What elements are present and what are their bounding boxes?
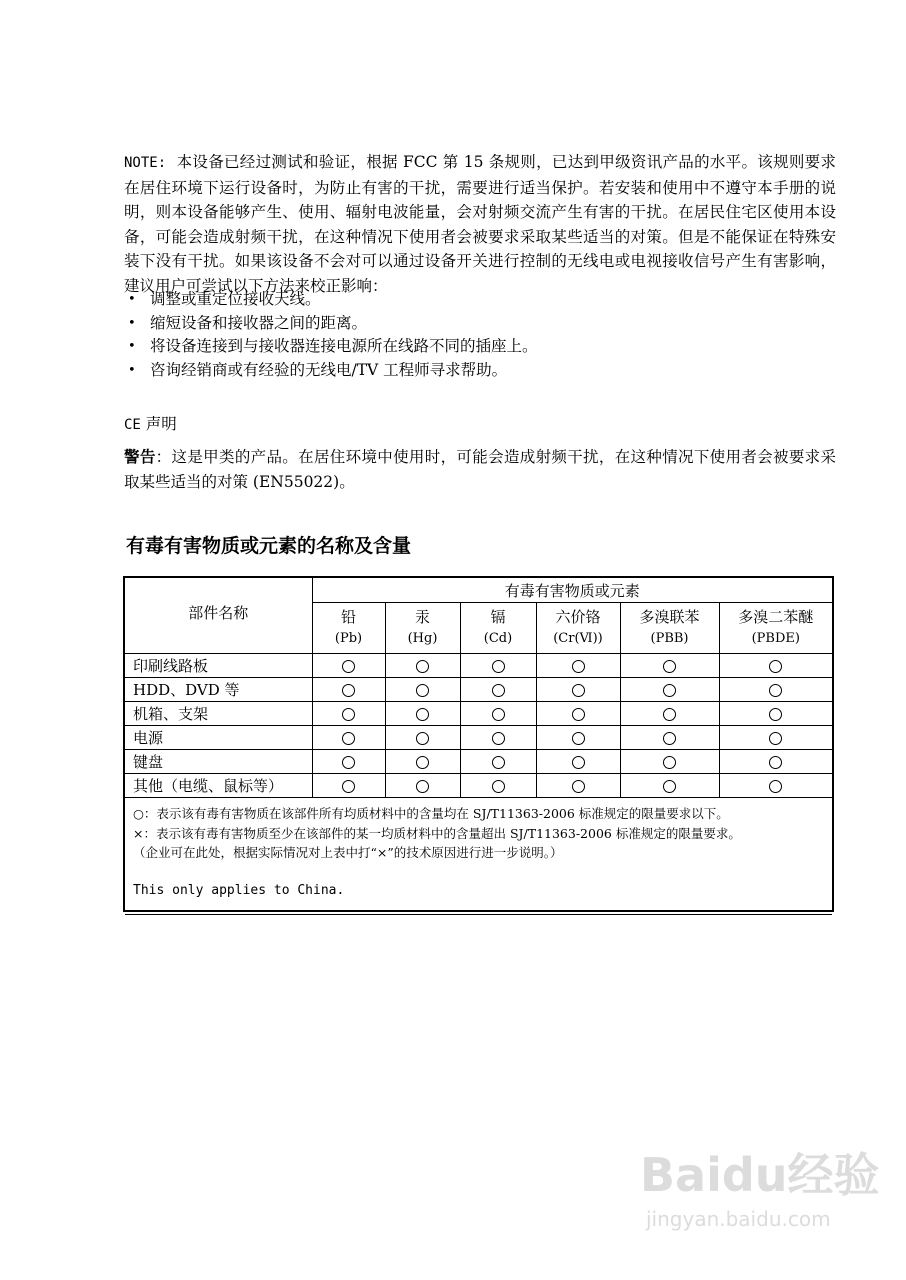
content-mark-cell	[620, 702, 719, 726]
circle-mark-icon	[663, 708, 676, 721]
content-mark-cell	[719, 774, 832, 798]
circle-mark-icon	[572, 732, 585, 745]
content-mark-cell	[312, 654, 385, 678]
table-row	[125, 750, 832, 774]
circle-mark-icon	[572, 756, 585, 769]
content-mark-cell	[312, 750, 385, 774]
part-name-cell: 其他（电缆、鼠标等）	[125, 774, 312, 798]
content-mark-cell	[312, 726, 385, 750]
content-mark-cell	[385, 750, 460, 774]
circle-mark-icon	[492, 708, 505, 721]
content-mark-cell	[719, 654, 832, 678]
ce-heading: CE 声明	[124, 415, 177, 433]
warning-text: ：这是甲类的产品。在居住环境中使用时，可能会造成射频干扰，在这种情况下使用者会被要求采取某些适当的对策 (EN55022)。	[124, 448, 836, 491]
element-header: 铅 (Pb)	[312, 603, 385, 654]
content-mark-cell	[719, 702, 832, 726]
china-only-note: This only applies to China.	[133, 882, 345, 898]
table-legend	[125, 798, 832, 915]
watermark-logo: Baidu经验	[640, 1148, 880, 1202]
circle-mark-icon	[769, 660, 782, 673]
note-lead: NOTE:	[124, 155, 167, 171]
hazard-table	[123, 576, 834, 912]
element-header: 多溴二苯醚 (PBDE)	[719, 603, 832, 654]
part-name-cell: HDD、DVD 等	[125, 678, 312, 702]
circle-mark-icon	[492, 732, 505, 745]
content-mark-cell	[460, 774, 536, 798]
circle-mark-icon	[342, 708, 355, 721]
list-item: • 调整或重定位接收天线。	[124, 288, 836, 312]
content-mark-cell	[620, 750, 719, 774]
watermark-url: jingyan.baidu.com	[646, 1207, 831, 1231]
part-name-cell: 键盘	[125, 750, 312, 774]
content-mark-cell	[312, 702, 385, 726]
content-mark-cell	[719, 678, 832, 702]
content-mark-cell	[719, 726, 832, 750]
circle-mark-icon	[769, 732, 782, 745]
content-mark-cell	[620, 654, 719, 678]
part-name-cell: 印刷线路板	[125, 654, 312, 678]
baidu-jingyan-watermark	[640, 1145, 890, 1265]
circle-mark-icon	[342, 732, 355, 745]
substance-group-header: 有毒有害物质或元素	[312, 578, 832, 603]
list-item: • 咨询经销商或有经验的无线电/TV 工程师寻求帮助。	[124, 359, 836, 383]
fcc-note	[124, 150, 836, 298]
circle-mark-icon	[342, 684, 355, 697]
circle-mark-icon	[769, 684, 782, 697]
part-name-cell: 电源	[125, 726, 312, 750]
list-item: • 将设备连接到与接收器连接电源所在线路不同的插座上。	[124, 335, 836, 359]
circle-mark-icon	[572, 780, 585, 793]
content-mark-cell	[536, 678, 620, 702]
content-mark-cell	[620, 726, 719, 750]
table-row	[125, 702, 832, 726]
circle-mark-icon	[416, 732, 429, 745]
circle-mark-icon	[663, 660, 676, 673]
circle-mark-icon	[416, 684, 429, 697]
circle-mark-icon	[769, 708, 782, 721]
circle-mark-icon	[416, 756, 429, 769]
content-mark-cell	[385, 654, 460, 678]
content-mark-cell	[460, 654, 536, 678]
content-mark-cell	[385, 774, 460, 798]
circle-mark-icon	[663, 732, 676, 745]
circle-mark-icon	[663, 780, 676, 793]
circle-mark-icon	[416, 708, 429, 721]
content-mark-cell	[620, 678, 719, 702]
table-row	[125, 654, 832, 678]
table-row	[125, 726, 832, 750]
circle-mark-icon	[342, 756, 355, 769]
content-mark-cell	[536, 750, 620, 774]
element-header: 汞 (Hg)	[385, 603, 460, 654]
content-mark-cell	[719, 750, 832, 774]
element-header: 六价铬 (Cr(Ⅵ))	[536, 603, 620, 654]
circle-mark-icon	[663, 684, 676, 697]
ce-warning	[124, 444, 836, 495]
bullet-icon: •	[128, 339, 136, 354]
circle-mark-icon	[342, 660, 355, 673]
circle-mark-icon	[492, 660, 505, 673]
content-mark-cell	[460, 678, 536, 702]
circle-mark-icon	[492, 780, 505, 793]
circle-mark-icon	[572, 684, 585, 697]
circle-mark-icon	[769, 780, 782, 793]
content-mark-cell	[536, 702, 620, 726]
content-mark-cell	[536, 654, 620, 678]
content-mark-cell	[385, 678, 460, 702]
content-mark-cell	[536, 726, 620, 750]
circle-mark-icon	[342, 780, 355, 793]
circle-mark-icon	[492, 756, 505, 769]
table-row	[125, 774, 832, 798]
circle-mark-icon	[416, 660, 429, 673]
element-header: 镉 (Cd)	[460, 603, 536, 654]
circle-mark-icon	[416, 780, 429, 793]
circle-mark-icon	[663, 756, 676, 769]
hazard-table-title: 有毒有害物质或元素的名称及含量	[126, 535, 412, 557]
bullet-icon: •	[128, 315, 136, 331]
table-row	[125, 678, 832, 702]
content-mark-cell	[312, 774, 385, 798]
content-mark-cell	[620, 774, 719, 798]
circle-mark-icon	[769, 756, 782, 769]
warning-label: 警告	[124, 447, 156, 466]
legend-line: ×：表示该有毒有害物质至少在该部件的某一均质材料中的含量超出 SJ/T11363-2006 标准规定的限量要求。	[133, 825, 741, 841]
legend-line: （企业可在此处，根据实际情况对上表中打“×”的技术原因进行进一步说明。）	[133, 845, 563, 860]
list-item: • 缩短设备和接收器之间的距离。	[124, 312, 836, 336]
content-mark-cell	[385, 726, 460, 750]
content-mark-cell	[460, 750, 536, 774]
element-header: 多溴联苯 (PBB)	[620, 603, 719, 654]
bullet-icon: •	[128, 362, 136, 378]
circle-mark-icon	[572, 660, 585, 673]
content-mark-cell	[460, 726, 536, 750]
note-body: 本设备已经过测试和验证，根据 FCC 第 15 条规则，已达到甲级资讯产品的水平。该规则要求在居住环境下运行设备时，为防止有害的干扰，需要进行适当保护。若安装和使用中不遵守本手册的说明，则本设备能够产生、使用、辐射电波能量，会对射频交流产生有害的干扰。在居民住宅区使用本设备，可能会造成射频干扰，在这种情况下使用者会被要求采取某些适当的对策。但是不能保证在特殊安装下没有干扰。如果该设备不会对可以通过设备开关进行控制的无线电或电视接收信号产生有害影响，建议用户可尝试以下方法来校正影响：	[124, 153, 836, 295]
circle-mark-icon	[572, 708, 585, 721]
fcc-bullet-list	[124, 288, 836, 382]
circle-mark-icon	[492, 684, 505, 697]
content-mark-cell	[536, 774, 620, 798]
content-mark-cell	[385, 702, 460, 726]
content-mark-cell	[460, 702, 536, 726]
legend-line: ○：表示该有毒有害物质在该部件所有均质材料中的含量均在 SJ/T11363-2006 标准规定的限量要求以下。	[133, 806, 729, 821]
part-name-cell: 机箱、支架	[125, 702, 312, 726]
content-mark-cell	[312, 678, 385, 702]
part-name-header: 部件名称	[125, 578, 312, 654]
bullet-icon: •	[128, 292, 136, 307]
